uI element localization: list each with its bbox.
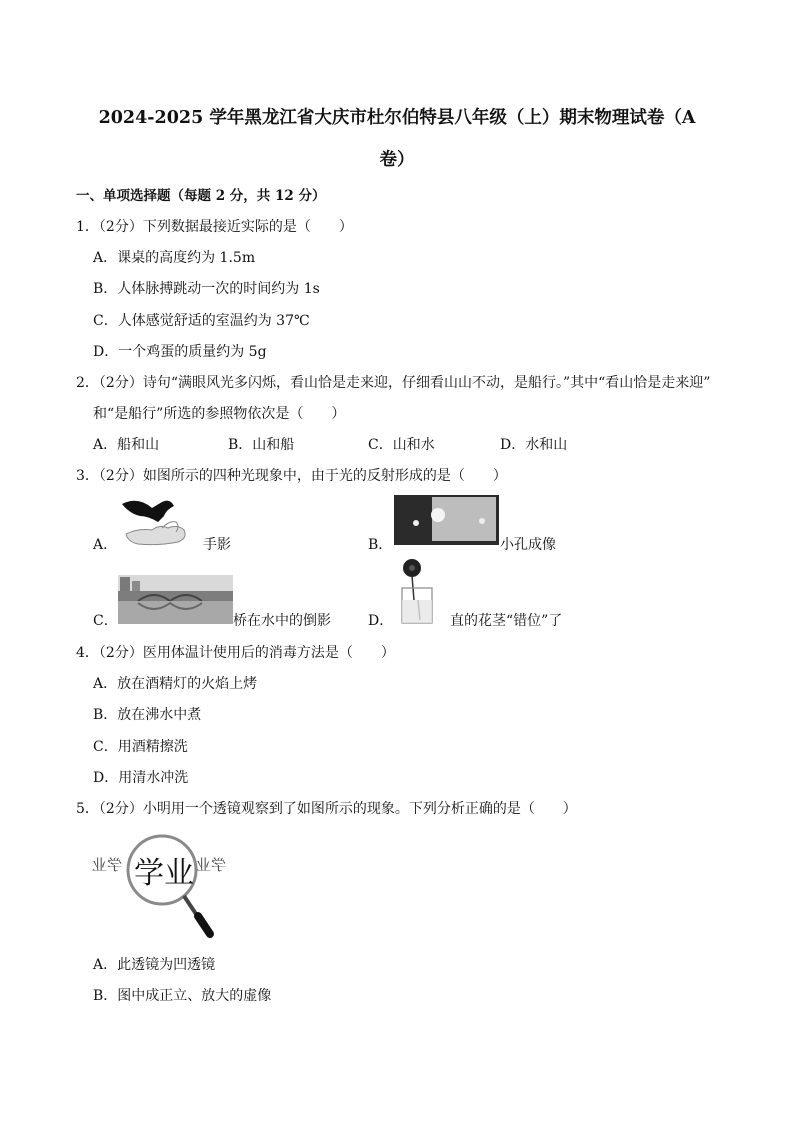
question-3-option-d-letter: D． — [368, 613, 394, 629]
question-3-option-d-caption: 直的花茎“错位”了 — [450, 613, 563, 629]
hand-shadow-image — [118, 494, 194, 548]
question-1-option-b: B．人体脉搏跳动一次的时间约为 1s — [93, 281, 320, 297]
question-1-option-c: C．人体感觉舒适的室温约为 37℃ — [93, 313, 310, 329]
question-4-option-c: C．用酒精擦洗 — [93, 739, 188, 755]
question-2-option-d: D．水和山 — [500, 437, 568, 453]
question-3-option-b-letter: B． — [368, 537, 393, 553]
question-2-option-c: C．山和水 — [368, 437, 435, 453]
question-3-option-a-letter: A． — [93, 537, 118, 553]
question-5-stem: 5．（2分）小明用一个透镜观察到了如图所示的现象。下列分析正确的是（ ） — [76, 801, 577, 817]
question-2-option-b: B．山和船 — [228, 437, 295, 453]
question-1-option-d: D．一个鸡蛋的质量约为 5g — [93, 344, 267, 360]
question-3-option-b-caption: 小孔成像 — [500, 537, 556, 553]
figure-right-text: 学业 — [196, 856, 227, 874]
pinhole-image — [394, 495, 499, 545]
question-4-option-b: B．放在沸水中煮 — [93, 707, 202, 723]
question-3-stem: 3．（2分）如图所示的四种光现象中，由于光的反射形成的是（ ） — [76, 468, 507, 484]
figure-lens-text: 学业 — [134, 856, 194, 891]
question-3-option-c-caption: 桥在水中的倒影 — [233, 613, 331, 629]
question-4-option-a: A．放在酒精灯的火焰上烤 — [93, 676, 258, 692]
question-2-option-a: A．船和山 — [93, 437, 160, 453]
question-5-option-b: B．图中成正立、放大的虚像 — [93, 988, 272, 1004]
flower-in-glass-image — [388, 558, 448, 626]
magnifier-figure — [92, 832, 242, 940]
question-4-stem: 4．（2分）医用体温计使用后的消毒方法是（ ） — [76, 645, 395, 661]
question-2-stem-line1: 2．（2分）诗句“满眼风光多闪烁，看山恰是走来迎，仔细看山山不动，是船行。”其中“看山恰是走来迎” — [76, 375, 711, 391]
question-2-stem-line2: 和“是船行”所选的参照物依次是（ ） — [93, 406, 346, 422]
question-1-option-a: A．课桌的高度约为 1.5m — [93, 250, 256, 266]
page-title-line2: 卷） — [379, 150, 415, 170]
question-5-option-a: A．此透镜为凹透镜 — [93, 957, 216, 973]
question-3-option-c-letter: C． — [93, 613, 118, 629]
section-header: 一、单项选择题（每题 2 分，共 12 分） — [76, 188, 326, 204]
bridge-reflection-image — [118, 575, 233, 624]
question-1-stem: 1．（2分）下列数据最接近实际的是（ ） — [76, 219, 353, 235]
page-title-line1: 2024-2025 学年黑龙江省大庆市杜尔伯特县八年级（上）期末物理试卷（A — [98, 108, 696, 128]
question-4-option-d: D．用清水冲洗 — [93, 770, 189, 786]
figure-left-text: 学业 — [92, 856, 123, 874]
question-3-option-a-caption: 手影 — [203, 537, 231, 553]
